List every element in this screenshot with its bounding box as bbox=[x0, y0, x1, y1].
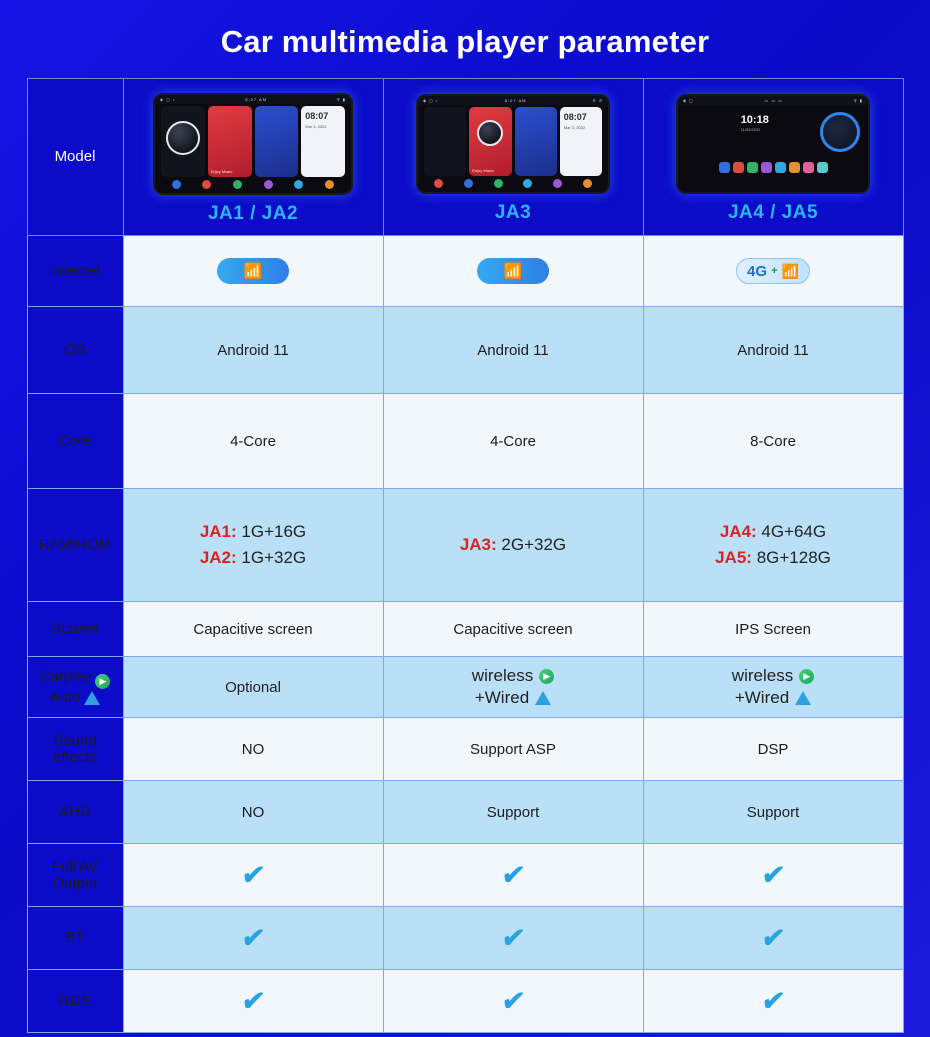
row-label-model: Model bbox=[27, 79, 123, 236]
check-icon: ✔ bbox=[239, 922, 267, 953]
model-cell-ja3 bbox=[383, 79, 643, 236]
wifi-icon: 📶 bbox=[477, 258, 549, 284]
ramrom-cell-ja4: JA4: 4G+64G JA5: 8G+128G bbox=[643, 489, 903, 602]
row-label-carplay: Carplay ▶ Auto bbox=[27, 657, 123, 718]
internet-cell-ja4 bbox=[643, 236, 903, 307]
device-clock-sub-ja4: 11/03/2022 bbox=[740, 127, 761, 132]
table-row-ramrom bbox=[27, 489, 903, 602]
fullav-cell-ja1 bbox=[123, 844, 383, 907]
device-mock-ja1: ◈ ◻ ♪ 8:07 AM ⚲ ▮ Enjoy Music 08:07 Mar 3, 2022 bbox=[153, 93, 353, 195]
screen-cell-ja4: IPS Screen bbox=[643, 602, 903, 657]
device-mock-ja3: ◈ ◻ ♪ 8:07 AM ⚲ ↺ Enjoy Music 08:07 Mar 3, 2022 bbox=[416, 94, 610, 194]
table-row-carplay bbox=[27, 657, 903, 718]
core-cell-ja1: 4-Core bbox=[123, 394, 383, 489]
os-cell-ja4: Android 11 bbox=[643, 307, 903, 394]
table-row-screen bbox=[27, 602, 903, 657]
carplay-cell-ja1: Optional bbox=[123, 657, 383, 718]
device-tile-music: Enjoy Music bbox=[469, 107, 511, 176]
model-cell-ja4 bbox=[643, 79, 903, 236]
model-name-ja1: JA1 / JA2 bbox=[207, 203, 299, 224]
device-time-ja3: 8:07 AM bbox=[504, 98, 527, 103]
internet-cell-ja3 bbox=[383, 236, 643, 307]
fullav-cell-ja3 bbox=[383, 844, 643, 907]
row-label-core: Core bbox=[27, 394, 123, 489]
android-auto-icon bbox=[535, 691, 551, 705]
table-row-internet bbox=[27, 236, 903, 307]
ramrom-cell-ja3: JA3: 2G+32G bbox=[383, 489, 643, 602]
device-tile-eq bbox=[255, 106, 299, 177]
device-clock-ja4: 10:18 bbox=[740, 114, 769, 126]
os-cell-ja3: Android 11 bbox=[383, 307, 643, 394]
device-tile-nav bbox=[424, 107, 466, 176]
check-icon: ✔ bbox=[499, 859, 527, 890]
sound-cell-ja1: NO bbox=[123, 718, 383, 781]
android-auto-icon bbox=[795, 691, 811, 705]
sound-cell-ja4: DSP bbox=[643, 718, 903, 781]
screen-cell-ja3: Capacitive screen bbox=[383, 602, 643, 657]
table-row-fullav bbox=[27, 844, 903, 907]
check-icon: ✔ bbox=[239, 985, 267, 1016]
table-row-model bbox=[27, 79, 903, 236]
table-row-sound bbox=[27, 718, 903, 781]
table-row-ahd bbox=[27, 781, 903, 844]
wifi-icon: 📶 bbox=[217, 258, 289, 284]
sound-cell-ja3: Support ASP bbox=[383, 718, 643, 781]
table-row-core bbox=[27, 394, 903, 489]
table-row-rds bbox=[27, 970, 903, 1033]
table-row-bt bbox=[27, 907, 903, 970]
row-label-ahd: AHD bbox=[27, 781, 123, 844]
carplay-cell-ja4: wireless ▶ +Wired bbox=[643, 657, 903, 718]
device-time-ja1: 8:07 AM bbox=[245, 97, 268, 102]
row-label-internet: Internet bbox=[27, 236, 123, 307]
4g-wifi-icon: 4G + 📶 bbox=[736, 258, 810, 284]
check-icon: ✔ bbox=[759, 985, 787, 1016]
model-name-ja3: JA3 bbox=[494, 202, 532, 223]
ahd-cell-ja1: NO bbox=[123, 781, 383, 844]
fullav-cell-ja4 bbox=[643, 844, 903, 907]
table-row-os bbox=[27, 307, 903, 394]
spec-table bbox=[27, 78, 904, 1033]
model-name-ja4: JA4 / JA5 bbox=[727, 202, 819, 223]
core-cell-ja4: 8-Core bbox=[643, 394, 903, 489]
check-icon: ✔ bbox=[759, 922, 787, 953]
row-label-os: OS bbox=[27, 307, 123, 394]
page-title: Car multimedia player parameter bbox=[220, 24, 710, 59]
device-tile-clock: 08:07 Mar 3, 2022 bbox=[301, 106, 345, 177]
bt-cell-ja1 bbox=[123, 907, 383, 970]
carplay-cell-ja3: wireless ▶ +Wired bbox=[383, 657, 643, 718]
device-mock-ja4: ◈ ◻ ▭ ▭ ▭ ⚲ ▮ 10:18 11/03/2022 bbox=[676, 94, 870, 194]
model-cell-ja1 bbox=[123, 79, 383, 236]
bt-cell-ja4 bbox=[643, 907, 903, 970]
check-icon: ✔ bbox=[499, 985, 527, 1016]
screen-cell-ja1: Capacitive screen bbox=[123, 602, 383, 657]
rds-cell-ja4 bbox=[643, 970, 903, 1033]
check-icon: ✔ bbox=[499, 922, 527, 953]
internet-cell-ja1 bbox=[123, 236, 383, 307]
row-label-screen: Screen bbox=[27, 602, 123, 657]
row-label-ramrom: RAM/ROM bbox=[27, 489, 123, 602]
device-tile-nav bbox=[161, 106, 205, 177]
device-tile-clock: 08:07 Mar 3, 2022 bbox=[560, 107, 602, 176]
device-tile-eq bbox=[515, 107, 557, 176]
carplay-icon: ▶ bbox=[95, 674, 110, 689]
device-tile-music: Enjoy Music bbox=[208, 106, 252, 177]
ahd-cell-ja3: Support bbox=[383, 781, 643, 844]
rds-cell-ja1 bbox=[123, 970, 383, 1033]
carplay-icon: ▶ bbox=[799, 669, 814, 684]
core-cell-ja3: 4-Core bbox=[383, 394, 643, 489]
row-label-fullav: Full AV Output bbox=[27, 844, 123, 907]
row-label-bt: BT bbox=[27, 907, 123, 970]
rds-cell-ja3 bbox=[383, 970, 643, 1033]
os-cell-ja1: Android 11 bbox=[123, 307, 383, 394]
check-icon: ✔ bbox=[759, 859, 787, 890]
check-icon: ✔ bbox=[239, 859, 267, 890]
bt-cell-ja3 bbox=[383, 907, 643, 970]
ramrom-cell-ja1: JA1: 1G+16G JA2: 1G+32G bbox=[123, 489, 383, 602]
row-label-rds: RDS bbox=[27, 970, 123, 1033]
carplay-icon: ▶ bbox=[539, 669, 554, 684]
android-auto-icon bbox=[84, 691, 100, 705]
ahd-cell-ja4: Support bbox=[643, 781, 903, 844]
row-label-sound: Sound effects bbox=[27, 718, 123, 781]
device-gauge bbox=[820, 112, 860, 152]
